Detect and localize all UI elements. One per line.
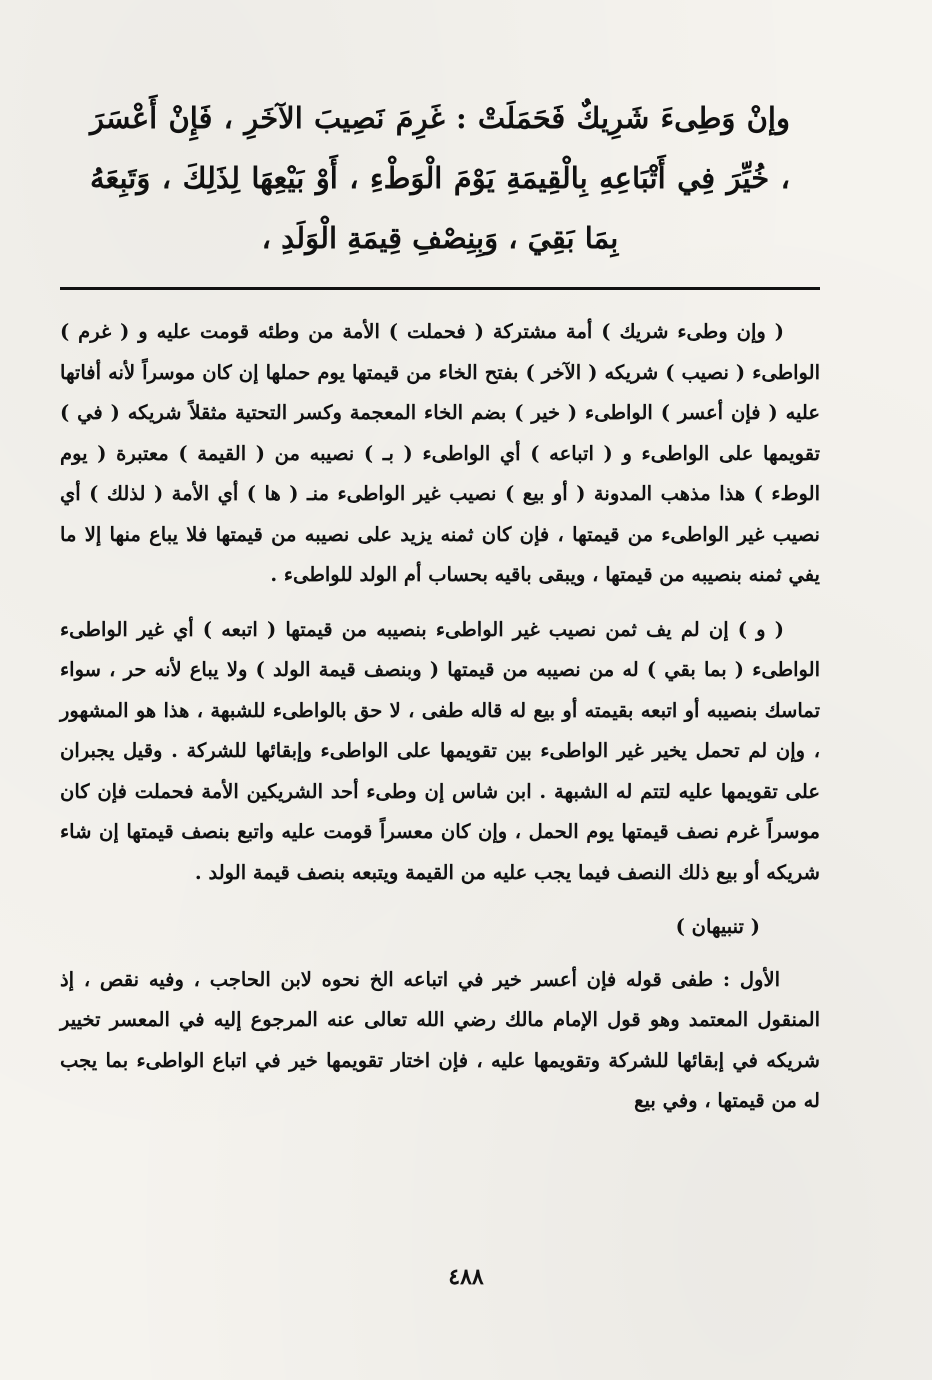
matn-text: وإنْ وَطِىءَ شَرِيكٌ فَحَمَلَتْ : غَرِمَ نَصِيبَ الآخَرِ ، فَإِنْ أَعْسَرَ ، خُيِّرَ فِي أَتْبَاعِهِ بِالْقِيمَةِ يَوْمَ الْوَطْءِ ، أَوْ بَيْعِهَا لِذَلِكَ ، وَتَبِعَهُ بِمَا بَقِيَ ، وَبِنِصْفِ قِيمَةِ الْوَلَدِ ، <box>90 101 790 255</box>
separator-rule <box>60 287 820 290</box>
commentary-paragraph-1: ( وإن وطىء شريك ) أمة مشتركة ( فحملت ) الأمة من وطئه قومت عليه و ( غرم ) الواطىء ( نصيب ) شريكه ( الآخر ) بفتح الخاء من قيمتها يوم حملها إن كان موسراً لأنه أفاتها عليه ( فإن أعسر ) الواطىء ( خير ) بضم الخاء المعجمة وكسر التحتية مثقلاً شريكه ( في ) تقويمها على الواطىء و ( اتباعه ) أي الواطىء ( بـ ) نصيبه من ( القيمة ) معتبرة ( يوم الوطء ) هذا مذهب المدونة ( أو بيع ) نصيب غير الواطىء منـ ( ها ) أي الأمة ( لذلك ) أي نصيب غير الواطىء من قيمتها ، فإن كان ثمنه يزيد على نصيبه من قيمتها فلا يباع منها إلا ما يفي ثمنه بنصيبه من قيمتها ، ويبقى باقيه بحساب أم الولد للواطىء . <box>60 320 820 586</box>
commentary-paragraph-2: ( و ) إن لم يف ثمن نصيب غير الواطىء بنصيبه من قيمتها ( اتبعه ) أي غير الواطىء الواطىء ( بما بقي ) له من نصيبه من قيمتها ( وبنصف قيمة الولد ) ولا يباع لأنه حر ، سواء تماسك بنصيبه أو اتبعه بقيمته أو بيع له قاله طفى ، لا حق بالواطىء للشبهة ، هذا هو المشهور ، وإن لم تحمل يخير غير الواطىء بين تقويمها على الواطىء وإبقائها للشركة . وقيل يجبران على تقويمها عليه لتتم له الشبهة . ابن شاس إن وطىء أحد الشريكين الأمة فحملت فإن كان موسراً غرم نصف قيمتها يوم الحمل ، وإن كان معسراً قومت عليه واتبع بنصف قيمتها إن شاء شريكه أو بيع ذلك النصف فيما يجب عليه من القيمة ويتبعه بنصف قيمة الولد . <box>60 617 820 884</box>
tanbih-paragraph: الأول : طفى قوله فإن أعسر خير في اتباعه الخ نحوه لابن الحاجب ، وفيه نقص ، إذ المنقول المعتمد وهو قول الإمام مالك رضي الله تعالى عنه المرجوع إليه في المعسر تخيير شريكه في إبقائها للشركة وتقويمها عليه ، فإن اختار تقويمها خير في اتباع الواطىء بما يجب له من قيمتها ، وفي بيع <box>60 967 820 1112</box>
page-number: ٤٨٨ <box>448 1264 484 1290</box>
section-heading: ( تنبيهان ) <box>675 915 760 938</box>
commentary <box>60 312 820 1122</box>
